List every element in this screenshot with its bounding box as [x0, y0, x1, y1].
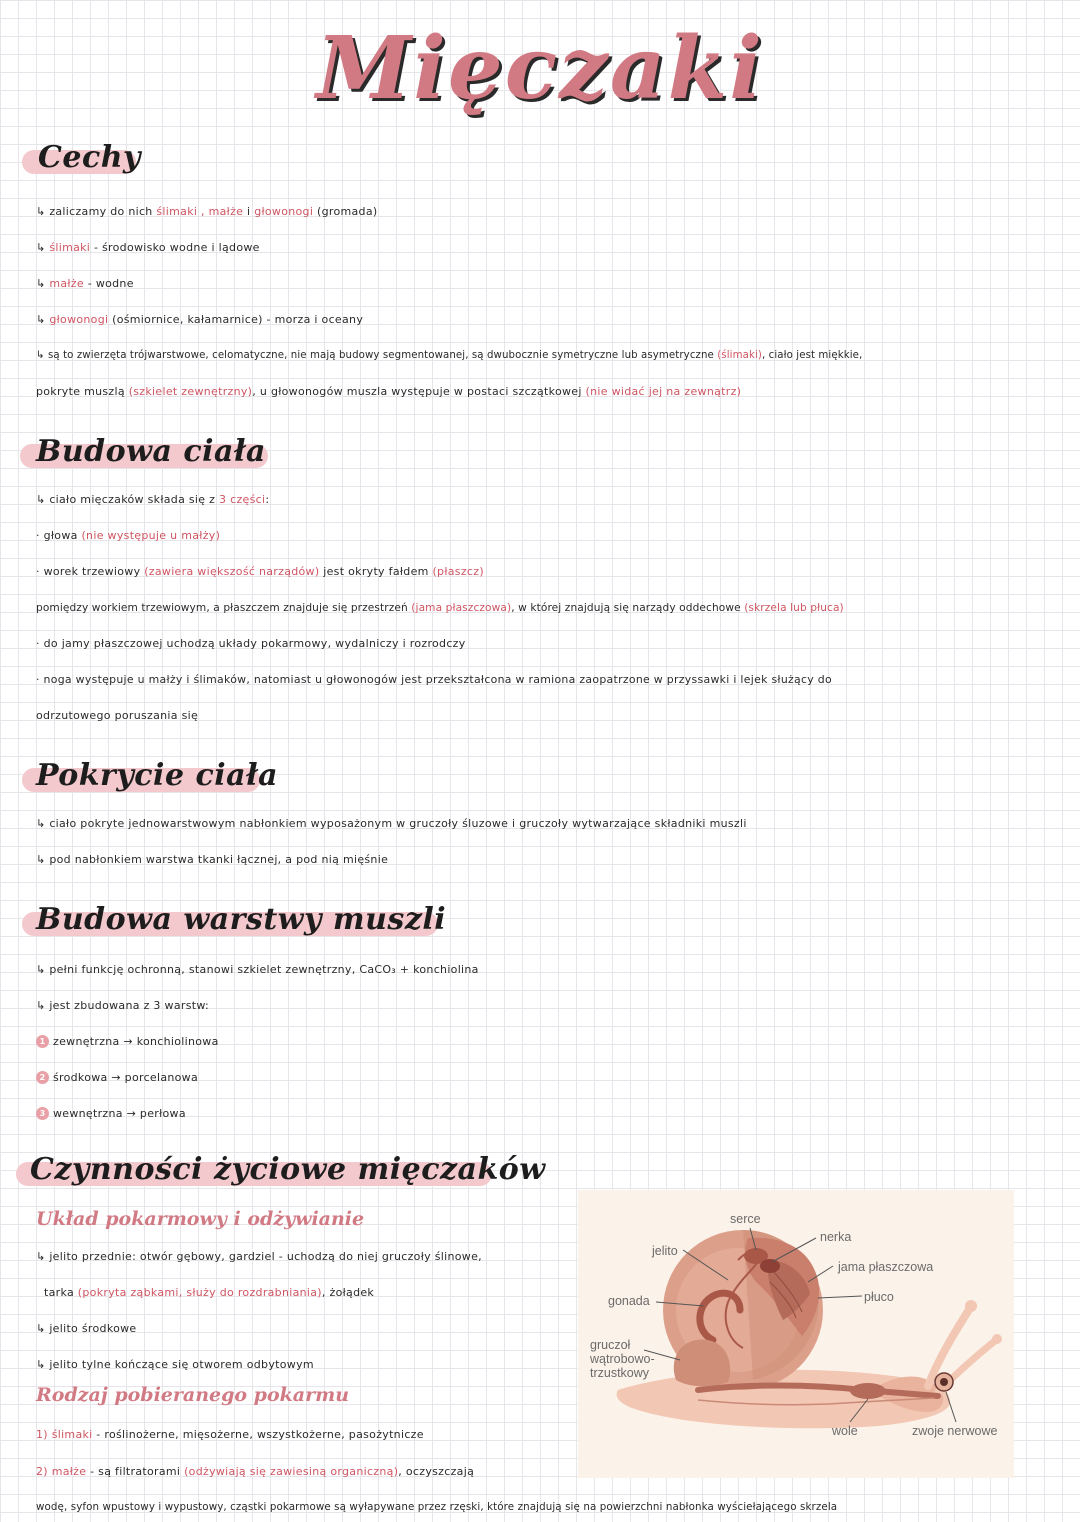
highlighted-text: (ślimaki) — [717, 350, 762, 361]
ganglion-core — [940, 1378, 948, 1386]
subheading-rodzaj-pokarmu: Rodzaj pobieranego pokarmu — [36, 1384, 350, 1406]
text-line — [36, 277, 134, 291]
text-segment: ↳ są to zwierzęta trójwarstwowe, celomatyczne, nie mają budowy segmentowanej, są dwubocznie symetryczne lub asymetryczne — [36, 350, 718, 361]
label-line: gruczoł — [590, 1338, 631, 1352]
highlighted-text: głowonogi — [254, 205, 314, 218]
text-line — [36, 313, 363, 327]
subheading-uklad-pokarmowy: Układ pokarmowy i odżywianie — [36, 1208, 365, 1230]
tentacle-tip — [965, 1300, 977, 1312]
shell-layer-item — [36, 1071, 198, 1085]
label-jama-plaszczowa: jama płaszczowa — [838, 1260, 934, 1274]
text-segment: : — [265, 493, 270, 506]
section-heading-budowa: Budowa ciała — [36, 434, 266, 469]
label-line: wątrobowo- — [590, 1352, 655, 1366]
text-line — [36, 1322, 137, 1336]
highlighted-text: ślimaki — [49, 241, 91, 254]
text-line — [36, 1500, 837, 1514]
text-line — [36, 853, 388, 867]
text-segment: ↳ — [36, 313, 50, 326]
text-line — [36, 529, 220, 543]
section-heading-cechy: Cechy — [38, 140, 141, 175]
text-segment: ↳ zaliczamy do nich — [36, 205, 157, 218]
text-segment: (ośmiornice, kałamarnice) - morza i oceany — [108, 313, 364, 326]
text-segment: ↳ — [36, 277, 50, 290]
text-segment: - roślinożerne, mięsożerne, wszystkożerne, pasożytnicze — [92, 1428, 424, 1441]
highlighted-text: (płaszcz) — [432, 565, 484, 578]
label-pluco: płuco — [864, 1290, 894, 1304]
label-gruczol — [590, 1338, 655, 1380]
page-title: Mięczaki — [316, 18, 764, 119]
highlighted-text: ślimaki — [51, 1428, 93, 1441]
highlighted-text: małże — [51, 1465, 87, 1478]
section-heading-czynnosci: Czynności życiowe mięczaków — [30, 1152, 546, 1187]
label-jelito: jelito — [652, 1244, 678, 1258]
text-segment: ↳ jelito środkowe — [36, 1322, 137, 1335]
text-segment: - są filtratorami — [86, 1465, 185, 1478]
highlighted-text: ślimaki , małże — [156, 205, 244, 218]
section-heading-pokrycie: Pokrycie ciała — [36, 758, 279, 793]
text-line — [36, 999, 209, 1013]
text-segment: odrzutowego poruszania się — [36, 709, 199, 722]
label-wole: wole — [832, 1424, 858, 1438]
text-segment: · worek trzewiowy — [36, 565, 145, 578]
text-line — [36, 205, 377, 219]
layer-text: środkowa → porcelanowa — [53, 1071, 199, 1084]
text-segment: - środowisko wodne i lądowe — [90, 241, 260, 254]
crop — [850, 1383, 886, 1399]
text-segment: , u głowonogów muszla występuje w postaci szczątkowej — [252, 385, 586, 398]
highlighted-text: (skrzela lub płuca) — [744, 602, 844, 614]
text-line — [36, 1465, 474, 1479]
text-segment: ↳ ciało pokryte jednowarstwowym nabłonkiem wyposażonym w gruczoły śluzowe i gruczoły wytwarzające składniki muszli — [36, 817, 747, 830]
label-gonada: gonada — [608, 1294, 650, 1308]
text-segment: , ciało jest miękkie, — [761, 350, 863, 361]
text-line — [36, 673, 832, 687]
text-line — [36, 637, 466, 651]
text-segment: ↳ — [36, 241, 50, 254]
label-nerka: nerka — [820, 1230, 852, 1244]
text-line — [36, 1358, 314, 1372]
text-segment: tarka — [44, 1286, 78, 1299]
text-line — [36, 1250, 482, 1264]
label-zwoje-nerwowe: zwoje nerwowe — [912, 1424, 998, 1438]
highlighted-text: małże — [49, 277, 84, 290]
number-badge: 2 — [36, 1071, 49, 1084]
number-badge: 1 — [36, 1035, 49, 1048]
text-line — [36, 565, 484, 579]
text-line — [36, 385, 741, 399]
text-segment: ↳ ciało mięczaków składa się z — [36, 493, 220, 506]
text-segment: jest okryty fałdem — [319, 565, 433, 578]
text-segment: · głowa — [36, 529, 82, 542]
text-segment: , w której znajdują się narządy oddechowe — [511, 602, 745, 614]
highlighted-text: 3 części — [219, 493, 266, 506]
text-line — [36, 963, 479, 977]
highlighted-text: (szkielet zewnętrzny) — [128, 385, 253, 398]
text-segment: ↳ pod nabłonkiem warstwa tkanki łącznej, a pod nią mięśnie — [36, 853, 389, 866]
text-line — [36, 1428, 424, 1442]
text-segment: i — [243, 205, 255, 218]
highlighted-text: (zawiera większość narządów) — [144, 565, 320, 578]
shell-layer-item — [36, 1107, 186, 1121]
text-line — [36, 709, 198, 723]
text-segment: · do jamy płaszczowej uchodzą układy pokarmowy, wydalniczy i rozrodczy — [36, 637, 466, 650]
text-segment: , oczyszczają — [398, 1465, 475, 1478]
label-line: trzustkowy — [590, 1366, 650, 1380]
layer-text: wewnętrzna → perłowa — [53, 1107, 186, 1120]
text-line — [36, 349, 862, 363]
layer-text: zewnętrzna → konchiolinowa — [53, 1035, 219, 1048]
number-badge: 3 — [36, 1107, 49, 1120]
tentacle-tip — [992, 1334, 1002, 1344]
label-serce: serce — [730, 1212, 761, 1226]
text-line — [36, 241, 260, 255]
highlighted-text: (nie widać jej na zewnątrz) — [585, 385, 742, 398]
highlighted-text: 2) — [36, 1465, 52, 1478]
text-segment: - wodne — [83, 277, 134, 290]
text-segment: pokryte muszlą — [36, 385, 129, 398]
text-line — [36, 817, 747, 831]
text-segment: ↳ jest zbudowana z 3 warstw: — [36, 999, 210, 1012]
snail-anatomy-diagram — [578, 1190, 1014, 1478]
text-line — [44, 1286, 374, 1300]
kidney — [760, 1259, 780, 1273]
highlighted-text: (nie występuje u małży) — [81, 529, 221, 542]
text-segment: , żołądek — [321, 1286, 375, 1299]
text-segment: ↳ jelito przednie: otwór gębowy, gardziel - uchodzą do niej gruczoły ślinowe, — [36, 1250, 482, 1263]
text-segment: wodę, syfon wpustowy i wypustowy, cząstki pokarmowe są wyłapywane przez rzęski, które znajdują się na powierzchni nabłonka wyściełającego skrzela — [36, 1501, 838, 1513]
highlighted-text: (jama płaszczowa) — [411, 602, 512, 614]
highlighted-text: głowonogi — [49, 313, 109, 326]
section-heading-muszla: Budowa warstwy muszli — [36, 902, 447, 937]
text-segment: ↳ pełni funkcję ochronną, stanowi szkielet zewnętrzny, CaCO₃ + konchiolina — [36, 963, 479, 976]
shell-layer-item — [36, 1035, 219, 1049]
highlighted-text: 1) — [36, 1428, 52, 1441]
text-segment: ↳ jelito tylne kończące się otworem odbytowym — [36, 1358, 314, 1371]
text-line — [36, 601, 844, 615]
highlighted-text: (pokryta ząbkami, służy do rozdrabniania) — [77, 1286, 322, 1299]
text-segment: (gromada) — [313, 205, 378, 218]
text-segment: pomiędzy workiem trzewiowym, a płaszczem znajduje się przestrzeń — [36, 602, 412, 614]
highlighted-text: (odżywiają się zawiesiną organiczną) — [184, 1465, 399, 1478]
text-segment: · noga występuje u małży i ślimaków, natomiast u głowonogów jest przekształcona w ramiona zaopatrzone w przyssawki i lejek służący do — [36, 673, 832, 686]
text-line — [36, 493, 269, 507]
